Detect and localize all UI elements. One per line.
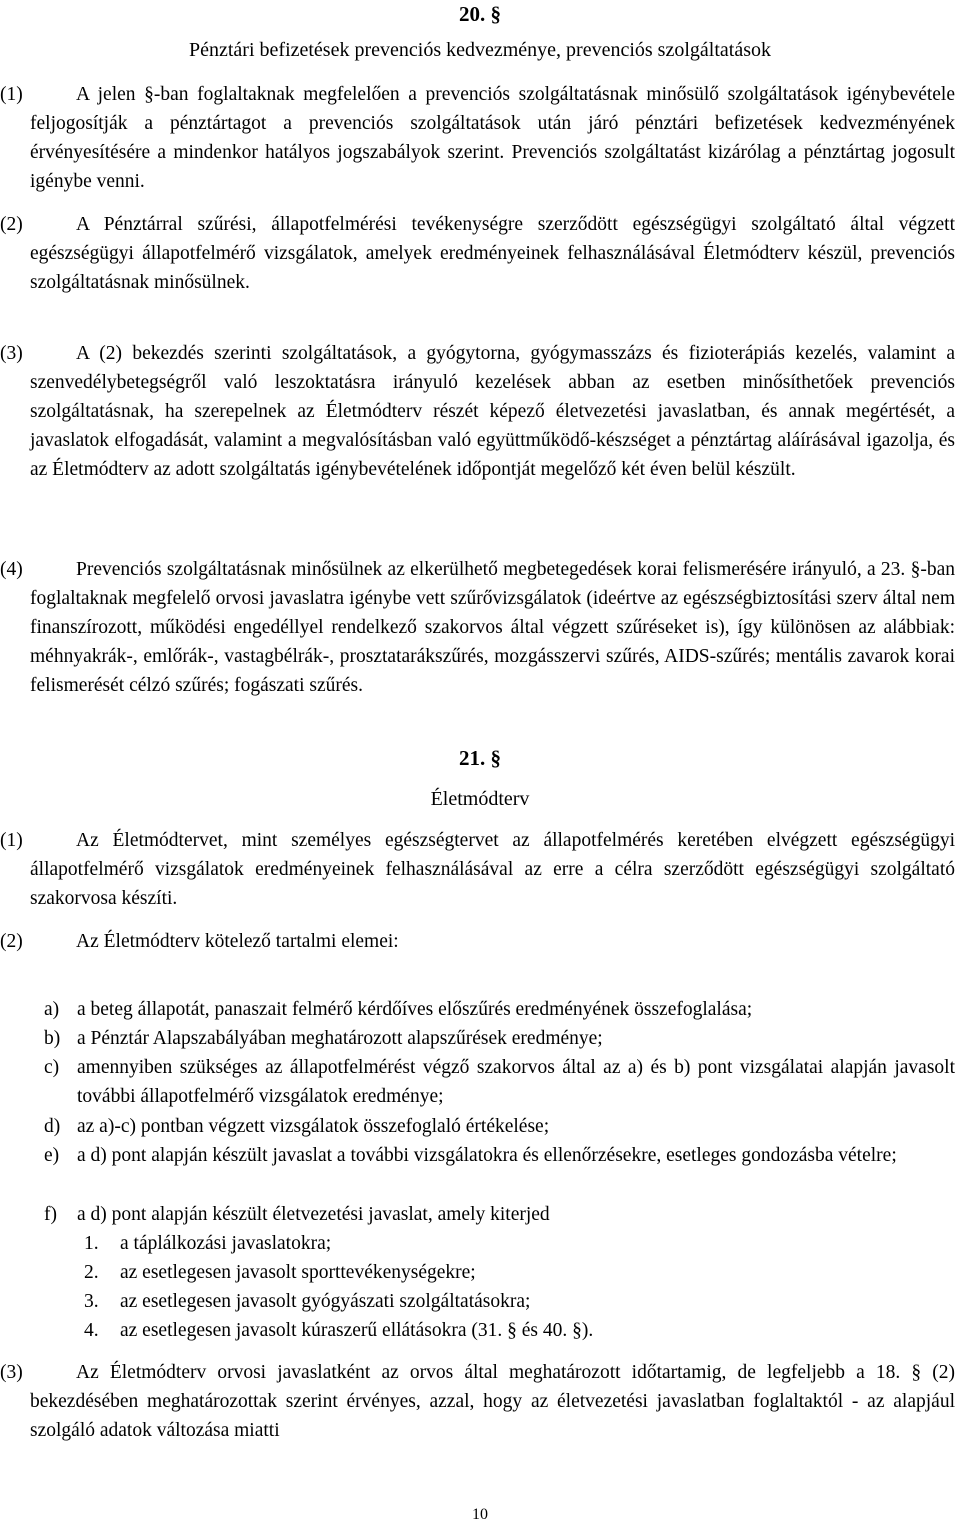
paragraph-text: Az Életmódtervet, mint személyes egészségtervet az állapotfelmérés keretében elvégzett egészségügyi állapotfelmérő vizsgálatok eredményeinek felhasználásával az erre a célra szerződött egészségügyi szolgáltató szakorvosa készíti. bbox=[30, 830, 955, 909]
paragraph-number: (1) bbox=[0, 84, 23, 105]
sublist-number: 4. bbox=[84, 1320, 99, 1341]
sublist-number: 2. bbox=[84, 1262, 99, 1283]
paragraph-text: A (2) bekezdés szerinti szolgáltatások, a gyógytorna, gyógymasszázs és fizioterápiás kezelés, valamint a szenvedélybetegségről való leszoktatásra irányuló kezelések abban az esetben minősíthetőek prevenciós szolgáltatásnak, ha szerepelnek az Életmódterv részét képező életvezetési javaslatban, és annak megértését, a javaslatok elfogadását, valamint a megvalósításban való együttműködő-készséget a pénztártag aláírásával igazolja, és az Életmódterv az adott szolgáltatás igénybevételének időpontját megelőző két éven belül készült. bbox=[30, 343, 955, 480]
paragraph-text: A Pénztárral szűrési, állapotfelmérési tevékenységre szerződött egészségügyi szolgáltató által végzett egészségügyi állapotfelmérő vizsgálatok, amelyek eredményeinek felhasználásával Életmódterv készül, prevenciós szolgáltatásnak minősülnek. bbox=[30, 214, 955, 293]
paragraph-text: Az Életmódterv orvosi javaslatként az orvos által meghatározott időtartamig, de legfeljebb a 18. § (2) bekezdésében meghatározottak szerint érvényes, azzal, hogy az életvezetési javaslatban foglaltaktól - az alapjául szolgáló adatok változása miatti bbox=[30, 1362, 955, 1441]
paragraph-number: (3) bbox=[0, 1362, 23, 1383]
s21-paragraph-3 bbox=[0, 1358, 955, 1445]
list-text: amennyiben szükséges az állapotfelmérést végző szakorvos által az a) és b) pont vizsgálatai alapján javasolt további állapotfelmérő vizsgálatok eredménye; bbox=[77, 1057, 955, 1107]
list-label: e) bbox=[44, 1145, 60, 1166]
list-item-f bbox=[30, 1200, 955, 1229]
list-text: a Pénztár Alapszabályában meghatározott alapszűrések eredménye; bbox=[77, 1028, 603, 1049]
section-21-heading: 21. § bbox=[459, 746, 501, 770]
list-label: c) bbox=[44, 1057, 60, 1078]
s20-paragraph-1 bbox=[0, 80, 955, 196]
paragraph-number: (3) bbox=[0, 343, 23, 364]
list-label: b) bbox=[44, 1028, 61, 1049]
list-text: a d) pont alapján készült javaslat a további vizsgálatokra és ellenőrzésekre, esetleges gondozásba vételre; bbox=[77, 1145, 897, 1166]
sublist-text: az esetlegesen javasolt sporttevékenységekre; bbox=[120, 1262, 476, 1283]
list-item-a bbox=[30, 995, 955, 1024]
sublist-text: a táplálkozási javaslatokra; bbox=[120, 1233, 332, 1254]
paragraph-number: (2) bbox=[0, 931, 23, 952]
list-label: a) bbox=[44, 999, 60, 1020]
list-text: a beteg állapotát, panaszait felmérő kérdőíves előszűrés eredményének összefoglalása; bbox=[77, 999, 753, 1020]
sublist-number: 3. bbox=[84, 1291, 99, 1312]
list-text: az a)-c) pontban végzett vizsgálatok összefoglaló értékelése; bbox=[77, 1116, 550, 1137]
list-text: a d) pont alapján készült életvezetési javaslat, amely kiterjed bbox=[77, 1204, 550, 1225]
page-number: 10 bbox=[472, 1506, 488, 1523]
paragraph-text: A jelen §-ban foglaltaknak megfelelően a prevenciós szolgáltatásnak minősülő szolgáltatások igénybevétele feljogosítják a pénztártagot a prevenciós szolgáltatások után járó pénztári befizetések kedvezményének érvényesítésére a mindenkor hatályos jogszabályok szerint. Prevenciós szolgáltatást kizárólag a pénztártag jogosult igénybe venni. bbox=[30, 84, 955, 192]
s20-paragraph-2 bbox=[0, 210, 955, 297]
paragraph-number: (2) bbox=[0, 214, 23, 235]
list-item-c bbox=[30, 1053, 955, 1111]
list-item-b bbox=[30, 1024, 955, 1053]
s21-paragraph-2 bbox=[0, 927, 955, 956]
list-item-e bbox=[30, 1141, 955, 1170]
list-label: f) bbox=[44, 1204, 57, 1225]
list-label: d) bbox=[44, 1116, 61, 1137]
sublist-text: az esetlegesen javasolt gyógyászati szolgáltatásokra; bbox=[120, 1291, 531, 1312]
paragraph-number: (1) bbox=[0, 830, 23, 851]
sublist-text: az esetlegesen javasolt kúraszerű ellátásokra (31. § és 40. §). bbox=[120, 1320, 594, 1341]
list-item-d bbox=[30, 1112, 955, 1141]
paragraph-text: Az Életmódterv kötelező tartalmi elemei: bbox=[76, 931, 399, 952]
s20-paragraph-3 bbox=[0, 339, 955, 484]
sublist-number: 1. bbox=[84, 1233, 99, 1254]
s21-paragraph-1 bbox=[0, 826, 955, 913]
s20-paragraph-4 bbox=[0, 555, 955, 700]
paragraph-text: Prevenciós szolgáltatásnak minősülnek az elkerülhető megbetegedések korai felismerésére irányuló, a 23. §-ban foglaltaknak megfelelő orvosi javaslatra igénybe vett szűrővizsgálatok (ideértve az egészségbiztosítási szerv által nem finanszírozott, működési engedéllyel rendelkező szakorvos által végzett szűréseket is), így különösen az alábbiak: méhnyakrák-, emlőrák-, vastagbélrák-, prosztatarákszűrés, mozgásszervi szűrés, AIDS-szűrés; mentális zavarok korai felismerését célzó szűrés; fogászati szűrés. bbox=[30, 559, 955, 696]
section-21-title: Életmódterv bbox=[430, 788, 530, 810]
paragraph-number: (4) bbox=[0, 559, 23, 580]
section-20-heading: 20. § bbox=[459, 2, 501, 26]
section-20-title: Pénztári befizetések prevenciós kedvezménye, prevenciós szolgáltatások bbox=[189, 39, 771, 61]
